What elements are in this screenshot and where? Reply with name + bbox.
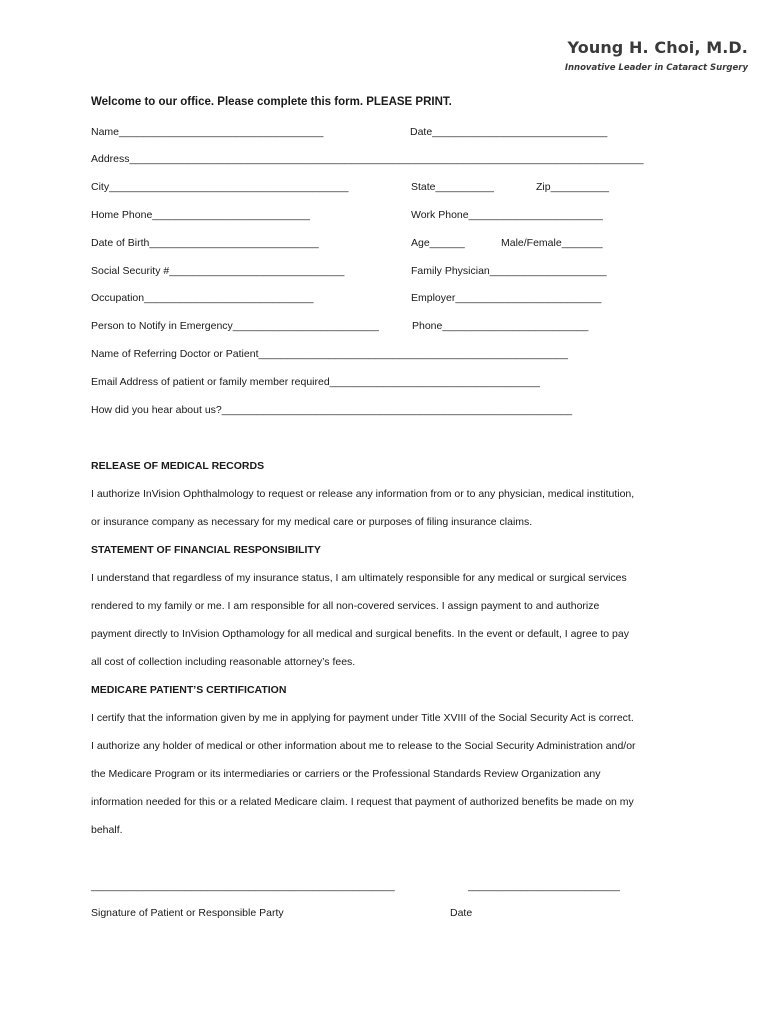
email-field[interactable]: Email Address of patient or family member required____________________________________ bbox=[91, 376, 540, 388]
release-text-line: or insurance company as necessary for my medical care or purposes of filing insurance claims. bbox=[91, 516, 533, 528]
referring-doctor-field[interactable]: Name of Referring Doctor or Patient_____________________________________________________ bbox=[91, 348, 568, 360]
medicare-text-line: behalf. bbox=[91, 824, 123, 836]
financial-text-line: payment directly to InVision Opthamology for all medical and surgical benefits. In the event or default, I agree to pay bbox=[91, 628, 629, 640]
employer-field[interactable]: Employer_________________________ bbox=[411, 292, 602, 304]
release-heading: RELEASE OF MEDICAL RECORDS bbox=[91, 460, 265, 472]
practice-tagline: Innovative Leader in Cataract Surgery bbox=[564, 63, 748, 73]
welcome-instruction: Welcome to our office. Please complete this form. PLEASE PRINT. bbox=[91, 96, 452, 108]
signature-date-label: Date bbox=[450, 907, 473, 919]
financial-text-line: I understand that regardless of my insurance status, I am ultimately responsible for any medical or surgical services bbox=[91, 572, 627, 584]
emergency-contact-field[interactable]: Person to Notify in Emergency_________________________ bbox=[91, 320, 379, 332]
social-security-field[interactable]: Social Security #______________________________ bbox=[91, 265, 345, 277]
practice-name: Young H. Choi, M.D. bbox=[567, 38, 748, 57]
signature-date-line[interactable]: __________________________ bbox=[468, 880, 620, 892]
medicare-text-line: information needed for this or a related Medicare claim. I request that payment of authorized benefits be made on my bbox=[91, 796, 634, 808]
city-field[interactable]: City_________________________________________ bbox=[91, 181, 349, 193]
practice-logo bbox=[565, 38, 748, 73]
address-field[interactable]: Address________________________________________________________________________________________ bbox=[91, 153, 644, 165]
date-of-birth-field[interactable]: Date of Birth_____________________________ bbox=[91, 237, 319, 249]
referral-source-field[interactable]: How did you hear about us?____________________________________________________________ bbox=[91, 404, 573, 416]
state-field[interactable]: State__________ bbox=[411, 181, 494, 193]
medicare-heading: MEDICARE PATIENT’S CERTIFICATION bbox=[91, 684, 287, 696]
financial-heading: STATEMENT OF FINANCIAL RESPONSIBILITY bbox=[91, 544, 321, 556]
home-phone-field[interactable]: Home Phone___________________________ bbox=[91, 209, 310, 221]
family-physician-field[interactable]: Family Physician____________________ bbox=[411, 265, 607, 277]
release-text-line: I authorize InVision Ophthalmology to request or release any information from or to any physician, medical institution, bbox=[91, 488, 635, 500]
work-phone-field[interactable]: Work Phone_______________________ bbox=[411, 209, 603, 221]
medicare-text-line: the Medicare Program or its intermediaries or carriers or the Professional Standards Review Organization any bbox=[91, 768, 601, 780]
date-field[interactable]: Date______________________________ bbox=[410, 126, 608, 138]
name-field[interactable]: Name___________________________________ bbox=[91, 126, 324, 138]
financial-text-line: all cost of collection including reasonable attorney’s fees. bbox=[91, 656, 356, 668]
medicare-text-line: I certify that the information given by me in applying for payment under Title XVIII of the Social Security Act is correct. bbox=[91, 712, 634, 724]
signature-label: Signature of Patient or Responsible Party bbox=[91, 907, 284, 919]
signature-line[interactable]: ____________________________________________________ bbox=[91, 880, 395, 892]
gender-field[interactable]: Male/Female_______ bbox=[501, 237, 603, 249]
occupation-field[interactable]: Occupation_____________________________ bbox=[91, 292, 314, 304]
zip-field[interactable]: Zip__________ bbox=[536, 181, 609, 193]
medicare-text-line: I authorize any holder of medical or other information about me to release to the Social Security Administration and/or bbox=[91, 740, 636, 752]
emergency-phone-field[interactable]: Phone_________________________ bbox=[412, 320, 589, 332]
age-field[interactable]: Age______ bbox=[411, 237, 465, 249]
financial-text-line: rendered to my family or me. I am responsible for all non-covered services. I assign payment to and authorize bbox=[91, 600, 600, 612]
